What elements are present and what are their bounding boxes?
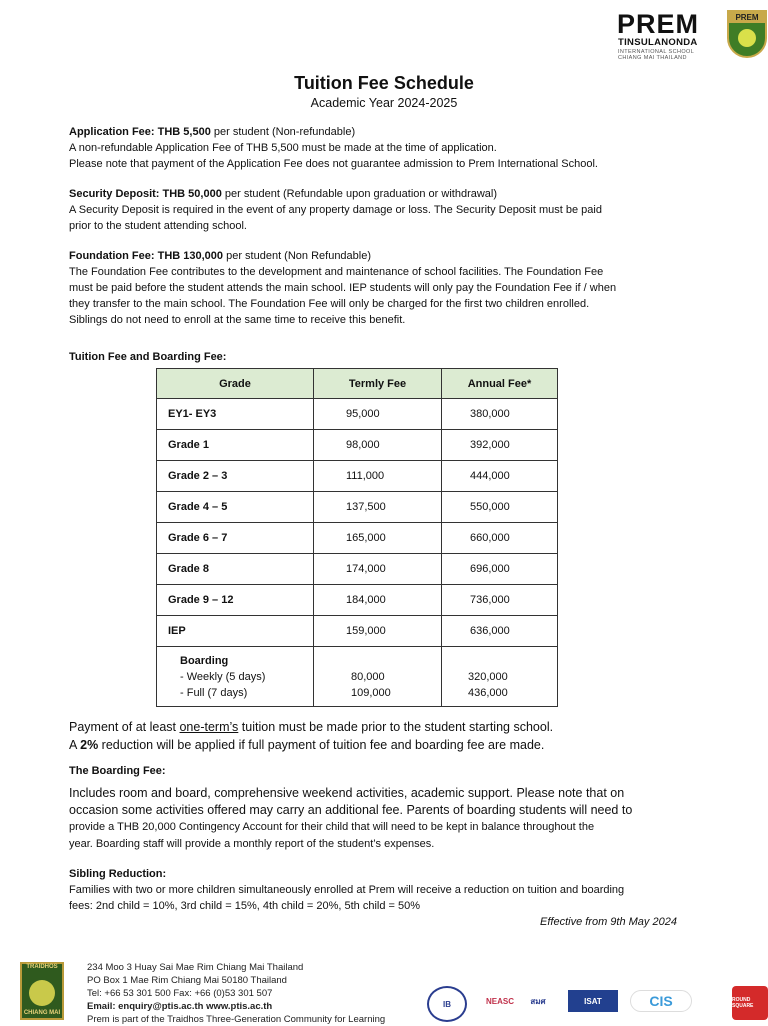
sibling-heading: Sibling Reduction: [69, 868, 167, 880]
column-header: Grade [157, 369, 314, 399]
annual-fee-cell: 636,000 [442, 616, 558, 647]
column-header: Annual Fee* [442, 369, 558, 399]
sibling-text: Families with two or more children simultaneously enrolled at Prem will receive a reduction on tuition and boarding fees: 2nd child = 10%, 3rd child = 15%, 4th child = 20%, 5th child = 50% [69, 884, 625, 912]
table-row [157, 585, 558, 616]
isat-logo: ISAT [568, 990, 618, 1012]
grade-cell: EY1- EY3 [157, 399, 314, 430]
table-row [157, 523, 558, 554]
table-row [157, 492, 558, 523]
grade-cell: Grade 2 – 3 [157, 461, 314, 492]
round-square-logo: ROUND SQUARE [732, 986, 768, 1020]
grade-cell: Grade 4 – 5 [157, 492, 314, 523]
table-row [157, 399, 558, 430]
column-header: Termly Fee [314, 369, 442, 399]
termly-fee-cell: 184,000 [314, 585, 442, 616]
table-row [157, 430, 558, 461]
table-heading: Tuition Fee and Boarding Fee: [69, 351, 227, 363]
page-subtitle: Academic Year 2024-2025 [310, 96, 458, 110]
application-fee-section: Application Fee: THB 5,500 per student (Non-refundable) A non-refundable Application Fee of THB 5,500 must be made at the time of application. Please note that payment of the Application Fee does not guarantee admission to Prem International School. [69, 126, 598, 170]
table-row [157, 554, 558, 585]
footer-contact: 234 Moo 3 Huay Sai Mae Rim Chiang Mai Thailand PO Box 1 Mae Rim Chiang Mai 50180 Thailand Tel: +66 53 301 500 Fax: +66 (0)53 301 507 Email: enquiry@ptis.ac.th www.ptis.ac.th Prem is part of the Traidhos Three-Generation Community for Learning [87, 962, 386, 1025]
grade-cell: Grade 6 – 7 [157, 523, 314, 554]
grade-cell: Grade 8 [157, 554, 314, 585]
grade-cell: Grade 9 – 12 [157, 585, 314, 616]
neasc-logo: NEASC [485, 996, 514, 1006]
termly-fee-cell: 98,000 [314, 430, 442, 461]
annual-fee-cell: 392,000 [442, 430, 558, 461]
foundation-fee-section: Foundation Fee: THB 130,000 per student (Non Refundable) The Foundation Fee contributes to the development and maintenance of school facilities. The Foundation Fee must be paid before the student attends the main school. IEP students will only pay the Foundation Fee if / when they transfer to the main school. The Foundation Fee will only be charged for the first two children enrolled. Siblings do not need to enroll at the same time to receive this benefit. [69, 250, 617, 326]
table-row [157, 616, 558, 647]
traidhos-logo: TRAIDHOS CHIANG MAI [20, 962, 64, 1020]
ib-logo: IB [427, 986, 467, 1022]
boarding-fee-text: Includes room and board, comprehensive weekend activities, academic support. Please note that on occasion some activities offered may carry an additional fee. Parents of boarding students will need to provide a THB 20,000 Contingency Account for their child that will need to be kept in balance throughout the year. Boarding staff will provide a monthly report of the student’s expenses. [69, 786, 633, 850]
annual-fee-cell: 550,000 [442, 492, 558, 523]
cis-logo: CIS [630, 990, 692, 1012]
annual-fee-cell: 660,000 [442, 523, 558, 554]
grade-cell: IEP [157, 616, 314, 647]
security-deposit-section: Security Deposit: THB 50,000 per student (Refundable upon graduation or withdrawal) A Security Deposit is required in the event of any property damage or loss. The Security Deposit must be paid prior to the student attending school. [69, 188, 602, 232]
termly-fee-cell: 95,000 [314, 399, 442, 430]
annual-fee-cell: 696,000 [442, 554, 558, 585]
termly-fee-cell: 159,000 [314, 616, 442, 647]
annual-fee-cell: 444,000 [442, 461, 558, 492]
table-row-boarding: Boarding - Weekly (5 days) - Full (7 days) 80,000 109,000 320,000 436,000 [157, 647, 558, 707]
grade-cell: Grade 1 [157, 430, 314, 461]
prem-crest-icon: PREM [727, 10, 767, 58]
prem-logo: PREM TINSULANONDA INTERNATIONAL SCHOOL CHIANG MAI THAILAND PREM [617, 10, 763, 60]
fee-table [156, 368, 558, 707]
annual-fee-cell: 736,000 [442, 585, 558, 616]
termly-fee-cell: 165,000 [314, 523, 442, 554]
boarding-fee-heading: The Boarding Fee: [69, 765, 166, 777]
termly-fee-cell: 111,000 [314, 461, 442, 492]
termly-fee-cell: 174,000 [314, 554, 442, 585]
page-title: Tuition Fee Schedule [294, 73, 474, 93]
onesqa-logo: สมศ [530, 996, 546, 1006]
termly-fee-cell: 137,500 [314, 492, 442, 523]
payment-note: Payment of at least one-term’s tuition must be made prior to the student starting school. A 2% reduction will be applied if full payment of tuition fee and boarding fee are made. [69, 720, 554, 752]
table-row [157, 461, 558, 492]
annual-fee-cell: 380,000 [442, 399, 558, 430]
effective-date: Effective from 9th May 2024 [540, 916, 677, 928]
